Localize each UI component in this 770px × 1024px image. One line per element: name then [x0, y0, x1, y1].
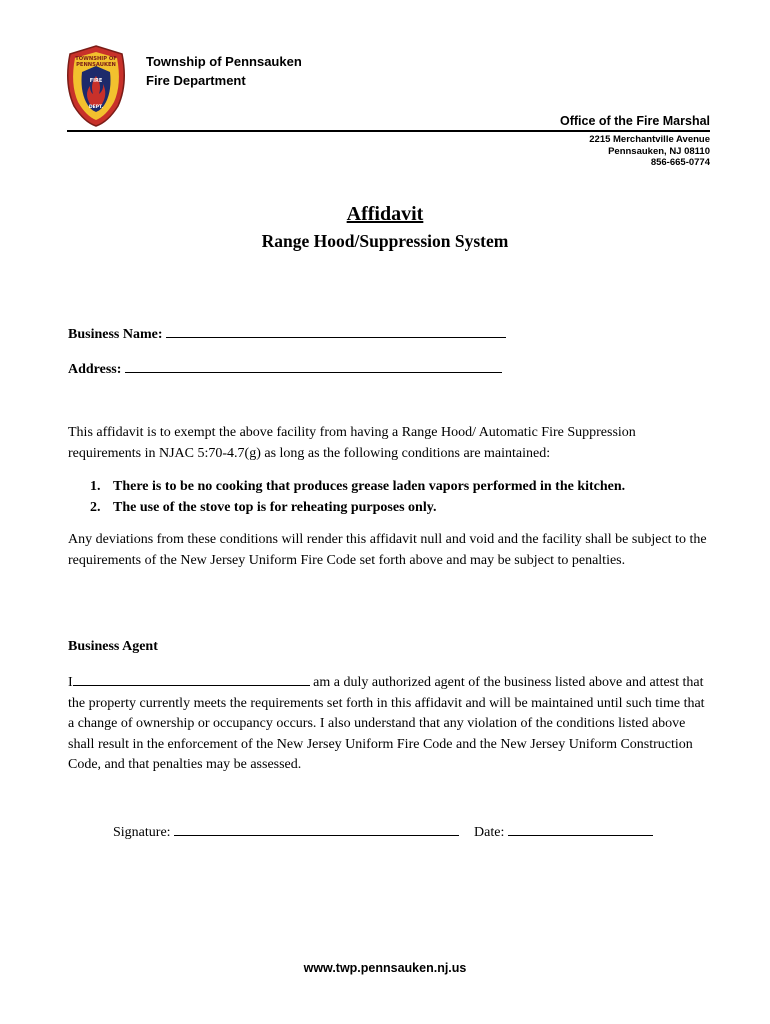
agent-statement [68, 672, 708, 776]
business-name-label: Business Name: [68, 327, 163, 342]
office-block [560, 114, 710, 128]
address-field [68, 358, 502, 378]
date-input-line[interactable] [508, 821, 653, 836]
fire-department-logo [62, 44, 130, 128]
conditions-list [90, 476, 710, 518]
signature-row [113, 821, 653, 841]
office-address [589, 134, 710, 169]
signature-label: Signature: [113, 825, 171, 840]
office-city: Pennsauken, NJ 08110 [608, 145, 710, 157]
agent-prefix: I [68, 675, 73, 690]
township-name: Township of Pennsauken [146, 54, 302, 69]
header-divider [67, 130, 710, 132]
office-title: Office of the Fire Marshal [559, 114, 710, 128]
document-title-block [0, 200, 770, 254]
business-agent-heading: Business Agent [68, 639, 158, 654]
logo-text-dept: DEPT. [88, 105, 104, 110]
footer-url: www.twp.pennsauken.nj.us [303, 961, 467, 975]
intro-paragraph: This affidavit is to exempt the above facility from having a Range Hood/ Automatic Fire Suppression requirements in NJAC 5:70-4.7(g) as long as the following conditions are maintained: [68, 425, 636, 461]
condition-text: There is to be no cooking that produces grease laden vapors performed in the kitchen. [113, 479, 626, 494]
condition-item [90, 497, 710, 518]
address-label: Address: [68, 362, 122, 377]
office-phone: 856-665-0774 [650, 157, 710, 168]
condition-item [90, 476, 710, 497]
condition-number: 2. [90, 500, 101, 515]
logo-text-top: TOWNSHIP OF [75, 56, 117, 62]
agent-name-input-line[interactable] [73, 672, 310, 686]
agent-text-first: am a duly authorized agent of the business listed above and [313, 675, 646, 690]
logo-text-fire: FIRE [89, 78, 103, 84]
logo-text-mid: PENNSAUKEN [76, 62, 116, 68]
date-label: Date: [474, 825, 505, 840]
organization-name [146, 52, 302, 90]
agent-text-rest: attest that the property currently meets the requirements set forth in this affidavit and will be maintained until such time that a change of ownership or occupancy occurs. I also understand that any violation of the conditions listed above shall result in the enforcement of the New Jersey Uniform Fire Code and the New Jersey Uniform Construction Code, and that penalties may be assessed. [68, 675, 705, 772]
office-street: 2215 Merchantville Avenue [589, 134, 710, 145]
address-input-line[interactable] [125, 358, 502, 373]
business-name-input-line[interactable] [166, 323, 506, 338]
signature-input-line[interactable] [174, 821, 459, 836]
document-subtitle: Range Hood/Suppression System [261, 231, 509, 251]
deviations-paragraph: Any deviations from these conditions will render this affidavit null and void and the facility shall be subject to the requirements of the New Jersey Uniform Fire Code set forth above and may be subject to penalties. [68, 532, 707, 568]
business-name-field [68, 323, 506, 343]
condition-number: 1. [90, 479, 101, 494]
condition-text: The use of the stove top is for reheating purposes only. [113, 500, 437, 515]
document-title: Affidavit [346, 203, 424, 225]
department-name: Fire Department [146, 73, 246, 88]
